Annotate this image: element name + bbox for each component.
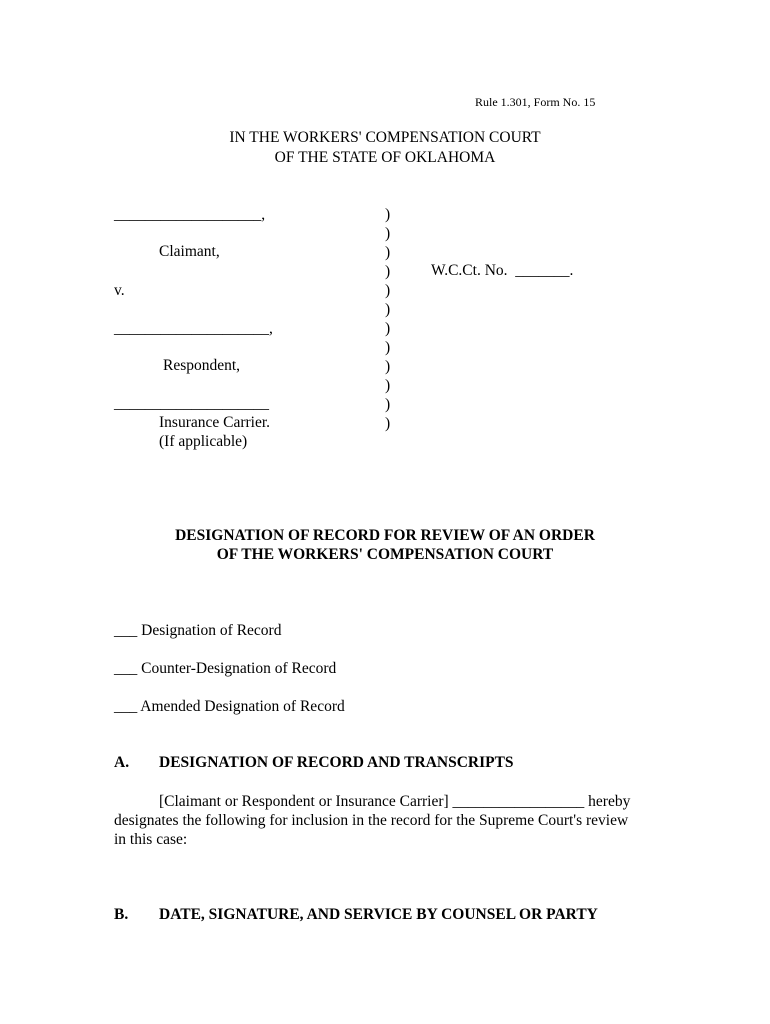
caption-paren: ): [385, 358, 391, 375]
document-title-line1: DESIGNATION OF RECORD FOR REVIEW OF AN ORDER: [175, 527, 595, 544]
section-b-heading: DATE, SIGNATURE, AND SERVICE BY COUNSEL OR PARTY: [159, 906, 598, 923]
caption-paren: ): [385, 320, 391, 337]
caption-paren: ): [385, 225, 391, 242]
claimant-label: Claimant,: [159, 243, 220, 260]
document-title-line2: OF THE WORKERS' COMPENSATION COURT: [216, 546, 554, 563]
respondent-name-blank[interactable]: ____________________,: [114, 320, 273, 337]
caption-paren: ): [385, 396, 391, 413]
versus-label: v.: [114, 282, 125, 299]
section-a-paragraph-line2: designates the following for inclusion in the record for the Supreme Court's review: [114, 812, 629, 829]
caption-paren: ): [385, 206, 391, 223]
insurance-carrier-blank[interactable]: ____________________: [114, 395, 269, 412]
court-name-line2: OF THE STATE OF OKLAHOMA: [274, 149, 496, 166]
insurance-carrier-note: (If applicable): [159, 433, 248, 450]
caption-paren: ): [385, 415, 391, 432]
caption-paren: ): [385, 263, 391, 280]
section-a-paragraph-line1: [Claimant or Respondent or Insurance Carrier] _________________ hereby: [159, 793, 631, 810]
amended-designation-option[interactable]: ___ Amended Designation of Record: [114, 698, 345, 715]
counter-designation-option[interactable]: ___ Counter-Designation of Record: [114, 660, 337, 677]
respondent-label: Respondent,: [163, 357, 241, 374]
claimant-name-blank[interactable]: ___________________,: [114, 206, 266, 223]
caption-paren: ): [385, 244, 391, 261]
section-b-letter: B.: [114, 906, 129, 923]
form-reference: Rule 1.301, Form No. 15: [475, 95, 596, 109]
section-a-heading: DESIGNATION OF RECORD AND TRANSCRIPTS: [159, 754, 514, 771]
caption-paren: ): [385, 282, 391, 299]
section-a-letter: A.: [114, 754, 130, 771]
caption-paren: ): [385, 301, 391, 318]
case-number-field[interactable]: W.C.Ct. No. _______.: [431, 262, 574, 279]
designation-of-record-option[interactable]: ___ Designation of Record: [114, 622, 282, 639]
caption-paren: ): [385, 339, 391, 356]
court-name-line1: IN THE WORKERS' COMPENSATION COURT: [229, 129, 541, 146]
section-a-paragraph-line3: in this case:: [114, 831, 188, 848]
insurance-carrier-label: Insurance Carrier.: [159, 414, 271, 431]
caption-paren: ): [385, 377, 391, 394]
